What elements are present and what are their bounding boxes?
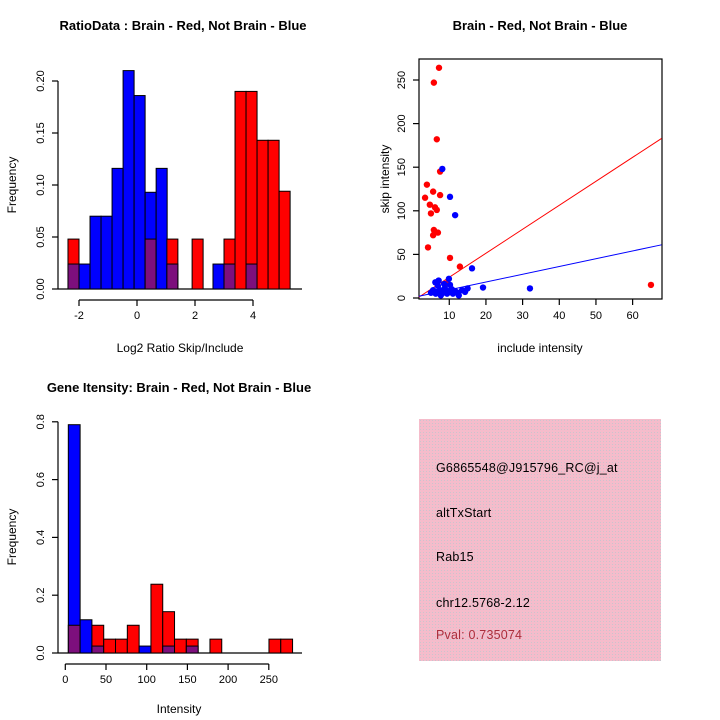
scatter-point-blue [428,290,434,296]
scatter-point-red [437,192,443,198]
hist-bar-overlap [224,264,235,289]
y-tick-label: 0.8 [35,414,47,430]
y-tick-label: 0.10 [35,174,47,196]
y-tick-label: 0.15 [35,122,47,144]
x-tick-label: 4 [249,310,257,322]
pval-line: Pval: 0.735074 [436,628,523,642]
scatter-point-blue [469,265,475,271]
scatter-point-blue [527,285,533,291]
x-tick-label: 0 [62,674,69,686]
hist-bar-blue [139,646,151,653]
hist-bar-blue [112,168,123,289]
x-axis-label: Log2 Ratio Skip/Include [116,341,244,355]
x-tick-label: 150 [178,674,197,686]
hist-bar-overlap [68,264,79,289]
scatter-point-red [431,79,437,85]
scatter-point-red [648,282,654,288]
hist-bar-red [104,639,116,653]
hist-bar-red [151,584,163,653]
hist-bar-overlap [163,646,175,653]
gene-info-panel [419,419,661,661]
chart-title: Brain - Red, Not Brain - Blue [452,18,628,33]
scatter-point-blue [452,212,458,218]
x-tick-label: 2 [191,310,199,322]
hist-bar-blue [80,620,92,653]
y-axis-label: Frequency [5,156,19,214]
scatter-point-blue [447,282,453,288]
hist-bar-red [279,191,290,289]
chart-title: RatioData : Brain - Red, Not Brain - Blue [59,18,307,33]
scatter-point-red [425,244,431,250]
scatter-point-blue [447,194,453,200]
hist-bar-red [116,639,128,653]
scatter-point-red [422,195,428,201]
hist-bar-overlap [167,264,178,289]
scatter-point-red [428,210,434,216]
scatter-point-red [430,232,436,238]
hist-bar-blue [90,216,101,289]
hist-bar-red [192,239,203,289]
x-tick-label: 250 [259,674,278,686]
x-tick-label: 50 [99,674,113,686]
gene-name-text: Rab15 [436,550,474,564]
hist-bar-blue [101,216,112,289]
y-tick-label: 0 [396,294,408,302]
hist-bar-overlap [186,646,198,653]
scatter-point-red [457,263,463,269]
chart-title: Gene Itensity: Brain - Red, Not Brain - Blue [46,380,312,395]
x-axis-label: include intensity [497,341,583,355]
scatter-point-red [434,136,440,142]
scatter-point-blue [450,290,456,296]
y-tick-label: 0.0 [35,645,47,661]
y-axis-label: skip intensity [378,144,392,214]
hist-bar-blue [123,71,134,289]
y-tick-label: 0.4 [35,529,47,546]
scatter-point-red [430,188,436,194]
y-tick-label: 0.2 [35,587,47,603]
hist-bar-overlap [68,625,80,653]
hist-bar-overlap [246,264,257,289]
scatter-point-blue [446,276,452,282]
y-tick-label: 150 [396,158,408,177]
hist-bar-overlap [92,646,104,653]
plot-box [419,59,662,299]
hist-bar-blue [134,96,145,289]
hist-bar-red [210,639,222,653]
scatter-point-red [436,65,442,71]
x-tick-label: 10 [443,310,456,322]
y-tick-label: 250 [396,70,408,90]
hist-bar-red [246,91,257,289]
hist-bar-red [127,625,139,653]
x-tick-label: 50 [589,310,603,322]
y-tick-label: 0.00 [35,278,47,300]
x-tick-label: 40 [553,310,566,322]
scatter-point-blue [444,290,450,296]
event-type-text: altTxStart [436,506,492,520]
x-tick-label: 20 [479,310,493,322]
scatter-point-blue [456,292,462,298]
hist-bar-blue [213,264,224,289]
y-tick-label: 200 [396,114,408,133]
hist-bar-blue [68,425,80,653]
scatter-point-red [447,255,453,261]
scatter-point-blue [439,166,445,172]
scatter-point-blue [435,277,441,283]
hist-bar-blue [156,168,167,289]
hist-bar-red [281,639,293,653]
y-tick-label: 50 [396,248,408,261]
hist-bar-red [235,91,246,289]
locus-text: chr12.5768-2.12 [436,596,531,610]
x-tick-label: 60 [626,310,639,322]
y-tick-label: 100 [396,201,408,220]
x-tick-label: 0 [133,310,141,322]
hist-bar-overlap [145,239,156,289]
hist-bar-red [175,639,187,653]
y-tick-label: 0.05 [35,226,47,248]
x-axis-label: Intensity [156,702,202,716]
y-axis-label: Frequency [5,508,19,566]
scatter-point-red [424,181,430,187]
hist-bar-blue [79,264,90,289]
x-tick-label: 100 [137,674,156,686]
scatter-point-red [434,207,440,213]
hist-bar-red [257,140,268,289]
x-tick-label: 30 [516,310,529,322]
probe-id-text: G6865548@J915796_RC@j_at [436,461,618,475]
hist-bar-red [268,140,279,289]
scatter-point-blue [441,281,447,287]
x-tick-label: 200 [218,674,238,686]
hist-bar-red [269,639,281,653]
y-tick-label: 0.20 [35,70,47,92]
scatter-point-blue [480,284,486,290]
y-tick-label: 0.6 [35,471,47,488]
x-tick-label: -2 [74,310,84,322]
scatter-point-blue [464,285,470,291]
